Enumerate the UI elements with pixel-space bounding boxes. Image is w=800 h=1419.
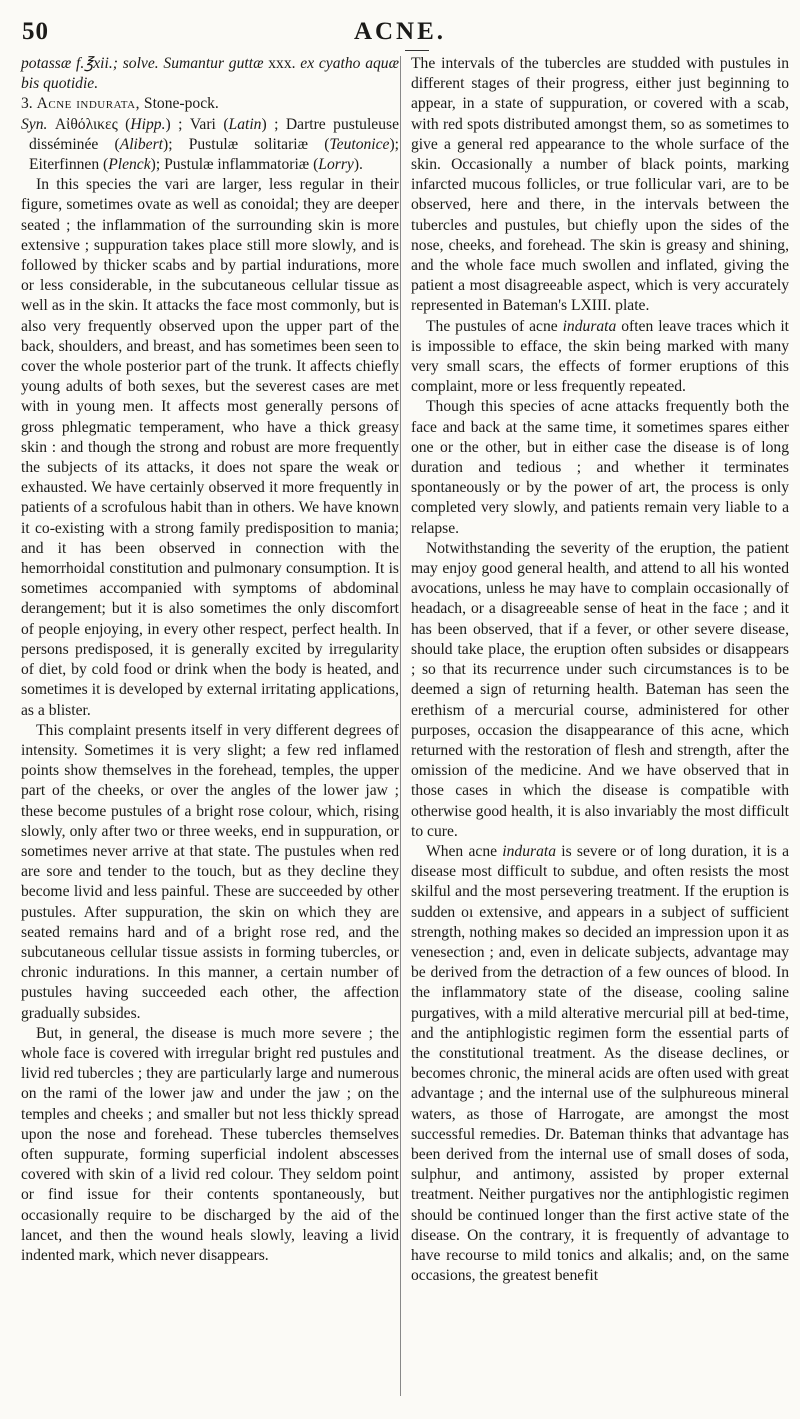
synonyms-text: ); Pustulæ inflammatoriæ (: [150, 156, 319, 174]
synonyms-text: ).: [353, 156, 363, 174]
body-paragraph: But, in general, the disease is much more severe ; the whole face is covered with irregular bright red pustules and livid red tubercles ; they are particularly large and numerous on the rami of the lower jaw and under the jaw ; on the temples and cheeks ; and smaller but not less thickly spread upon the nose and forehead. These tubercles themselves often suppurate, forming superficial indolent abscesses covered with skin of a livid red colour. They seldom point or find issue for their contents spontaneously, but occasionally require to be discharged by the aid of the lancet, and then the wound heals slowly, leaving a livid indented mark, which never disappears.: [21, 1024, 399, 1264]
paragraph-text: often leave traces which it is impossible to efface, the skin being marked with many very small scars, the effects of former eruptions of this complaint, more or less frequently repeated.: [411, 317, 789, 396]
emphasis-term: indurata: [502, 842, 557, 860]
left-column: [21, 54, 399, 1266]
synonyms-text: ) ; Vari (: [165, 115, 229, 133]
synonyms-label: Syn.: [21, 115, 48, 133]
body-paragraph: Though this species of acne attacks frequently both the face and back at the same time, it sometimes spares either one or the other, but in either case the disease is of long duration and tedious ; and whether it terminates spontaneously or by the power of art, the process is only completed very slowly, and patients remain very liable to a relapse.: [411, 398, 789, 537]
prescription-ending: [21, 54, 399, 94]
header-rule: [405, 50, 429, 51]
synonym-author: Teutonice: [329, 135, 390, 153]
body-paragraph: [411, 317, 789, 398]
synonym-author: Plenck: [108, 156, 151, 174]
species-heading: [21, 94, 399, 114]
body-paragraph: The intervals of the tubercles are studded with pustules in different stages of their progress, either just beginning to appear, in a state of suppuration, or covered with a scab, with red spots distributed amongst them, so as sometimes to give a general red appearance to the whole surface of the skin. Occasionally a number of black points, marking infarcted mucous follicles, or true follicular vari, are to be observed, here and there, in the intervals between the tubercles and pustules, but chiefly upon the sides of the nose, cheeks, and forehead. The skin is greasy and shining, and the whole face much swollen and inflated, giving the patient a most disagreeable aspect, which is very accurately represented in Bateman's LXIII. plate.: [411, 55, 789, 315]
running-head: ACNE.: [353, 18, 447, 45]
paragraph-text: is severe or of long duration, it is a disease most difficult to subdue, and often resists the most skilful and the most persevering treatment. If the eruption is sudden oı extensive, and appears in a subject of sufficient strength, nothing makes so decided an impression upon it as venesection ; and, even in delicate subjects, advantage may be derived from the detraction of a few ounces of blood. In the inflammatory state of the disease, cooling saline purgatives, with a mild alterative mercurial pill at bed-time, and the antiphlogistic regimen form the essential parts of the constitutional treatment. As the disease declines, or becomes chronic, the mineral acids are often used with great advantage ; and the internal use of the sulphureous mineral waters, as those of Harrogate, are amongst the most successful remedies. Dr. Bateman thinks that advantage has been derived from the internal use of small doses of soda, sulphur, and antimony, assisted by proper external treatment. Neither purgatives nor the antiphlogistic regimen should be continued longer than the first active state of the disease. On the contrary, it is frequently of advantage to have recourse to mild tonics and alkalis; and, on the same occasions, the greatest benefit: [411, 842, 789, 1285]
prescription-latin-3: ex cyatho aquæ bis quotidie.: [21, 55, 399, 93]
page-number: 50: [22, 18, 49, 45]
body-paragraph: This complaint presents itself in very different degrees of intensity. Sometimes it is very slight; a few red inflamed points show themselves in the forehead, temples, the upper part of the cheeks, or over the angles of the lower jaw ; these become pustules of a bright rose colour, which, rising slowly, only after two or three weeks, end in suppuration, or sometimes never arrive at that state. The pustules when red are sore and tender to the touch, but as they decline they become livid and less painful. These are succeeded by other pustules. After suppuration, the skin on which they are seated remains hard and of a bright rose red, and the subcutaneous cellular tissue assists in forming tubercles, or chronic indurations. In this manner, a certain number of pustules having succeeded each other, the affection gradually subsides.: [21, 721, 399, 1022]
body-paragraph: Notwithstanding the severity of the eruption, the patient may enjoy good general health, and attend to all his wonted avocations, unless he may have to complain occasionally of headach, or a disagreeable sense of heat in the face ; and it has been observed, that if a fever, or other severe disease, should take place, the eruption often subsides or disappears ; so that its recurrence under such circumstances is to be deemed a sign of returning health. Bateman has seen the erethism of a mercurial course, administered for other purposes, occasion the disappearance of this acne, which returned with the restoration of flesh and strength, after the omission of the medicine. And we have observed that in those cases in which the disease is compatible with otherwise good health, it is also invariably the most difficult to cure.: [411, 539, 789, 840]
prescription-dose: xxx.: [263, 55, 301, 72]
species-common-name: Stone-pock.: [140, 95, 219, 113]
column-divider: [400, 56, 401, 1396]
prescription-latin-2: solve. Sumantur guttæ: [122, 55, 264, 72]
paragraph-text: The pustules of acne: [426, 317, 563, 335]
page-header: [0, 0, 800, 56]
right-column: [411, 54, 789, 1286]
synonym-author: Hipp.: [130, 115, 166, 133]
species-number: 3.: [21, 95, 37, 113]
body-paragraph: In this species the vari are larger, less regular in their figure, sometimes ovate as well as conoidal; they are deeper seated ; the inflammation of the surrounding skin is more extensive ; suppuration takes place still more slowly, and is followed by thicker scabs and by partial indurations, more or less considerable, in the subcutaneous cellular tissue as well as in the skin. It attacks the face most commonly, but is also very frequently observed upon the upper part of the back, shoulders, and breast, and has sometimes been seen to cover the whole posterior part of the trunk. It affects chiefly young adults of both sexes, but the severest cases are met with in young men. It affects most generally persons of gross phlegmatic temperament, who have a thick greasy skin : and though the strong and robust are more frequently the subjects of its attacks, it does not spare the weak or exhausted. We have certainly observed it more frequently in patients of a scrofulous habit than in others. We have known it co-existing with a strong family predisposition to mania; and it has been observed in connection with the hemorrhoidal constitution and pulmonary consumption. It is sometimes accompanied with symptoms of abdominal derangement; but it is also sometimes the only discomfort of people enjoying, in every other respect, perfect health. In persons predisposed, it is generally excited by irregularity of diet, by cold food or drink when the body is heated, and sometimes it is developed by external irritating applications, as a blister.: [21, 176, 399, 719]
synonyms-text: ) ; Dartre pustuleuse disséminée (: [29, 115, 399, 153]
synonym-author: Alibert: [119, 135, 163, 153]
synonyms-text: ); Eiterfinnen (: [29, 135, 399, 174]
synonyms-text: ); Pustulæ solitariæ (: [163, 135, 330, 153]
synonym-author: Latin: [228, 115, 262, 133]
prescription-latin-1: potassæ f.℥xii.;: [21, 55, 123, 72]
paragraph-text: When acne: [426, 842, 503, 860]
synonym-author: Lorry: [318, 156, 354, 174]
synonyms-text: Αἰθόλικες (: [47, 115, 131, 133]
emphasis-term: indurata: [562, 317, 617, 335]
body-paragraph: [411, 842, 789, 1286]
synonyms: [21, 115, 399, 176]
species-name: Acne indurata,: [36, 95, 140, 113]
